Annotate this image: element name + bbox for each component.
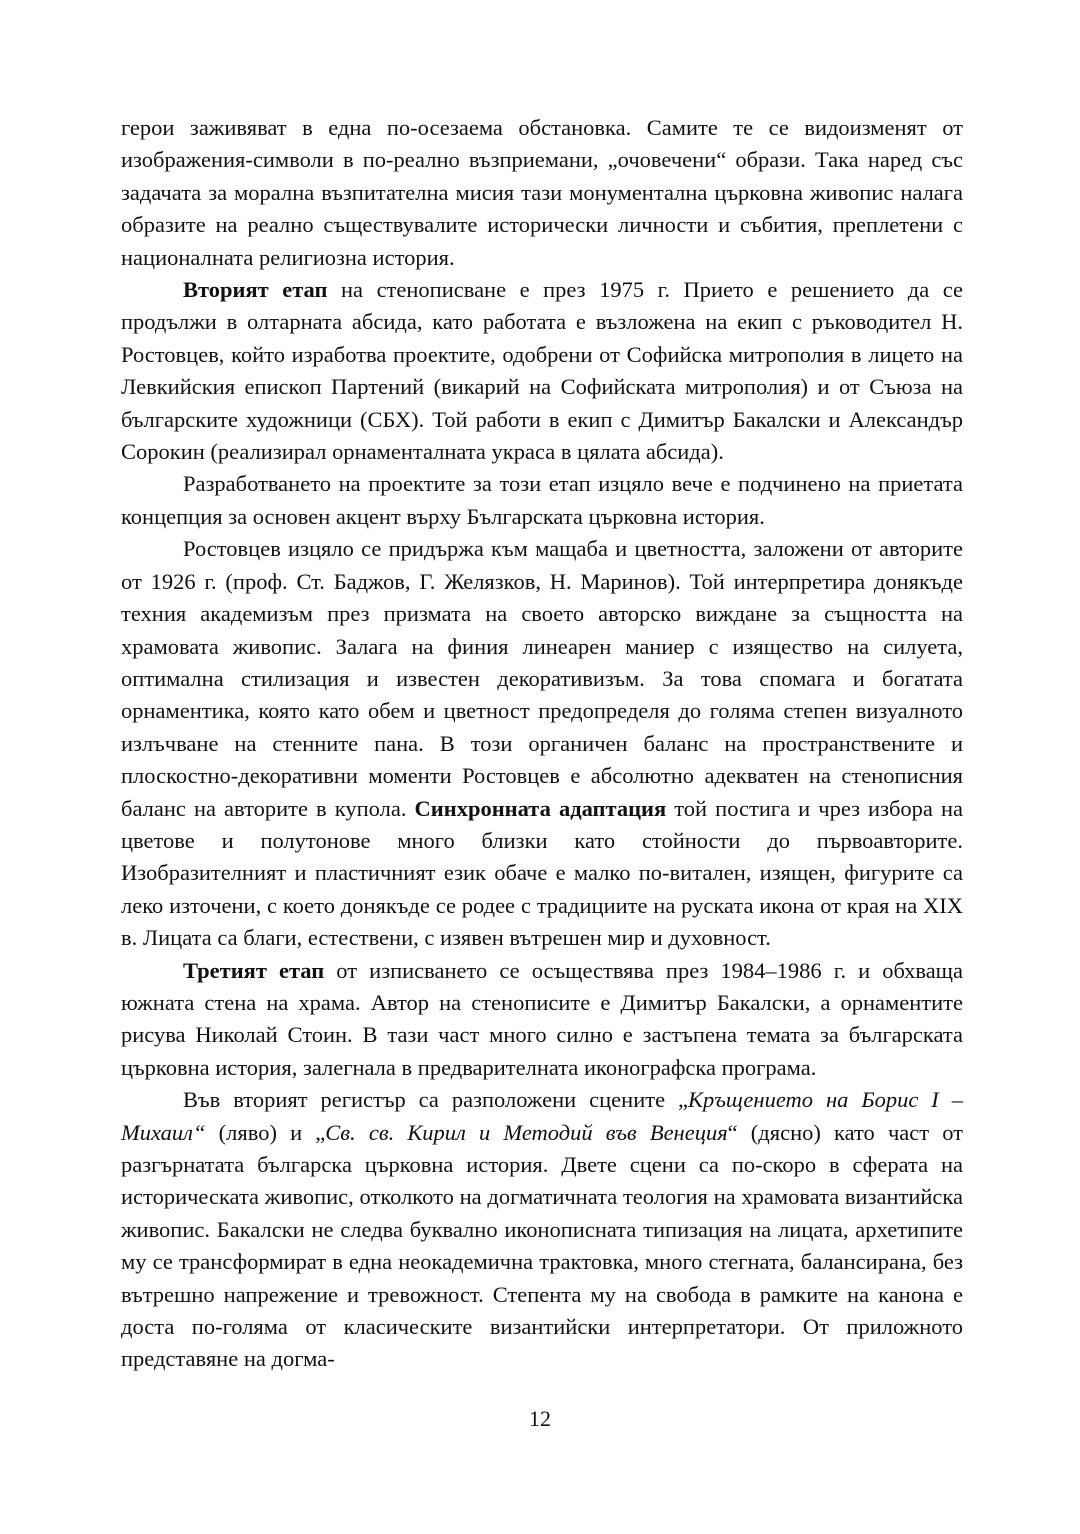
text-run: (ляво) и „ <box>205 1119 326 1145</box>
italic-text-run: Кръщението на Борис I – Михаил“ <box>121 1087 963 1145</box>
page-number: 12 <box>529 1406 551 1431</box>
bold-text-run: Синхронната адаптация <box>414 795 667 821</box>
paragraph-6 <box>121 1084 963 1376</box>
paragraph-5 <box>121 955 963 1085</box>
document-body <box>121 112 963 1376</box>
bold-text-run: Вторият етап <box>183 277 328 303</box>
text-run: Във вторият регистър са разположени сцените „ <box>183 1087 689 1113</box>
italic-text-run: Св. св. Кирил и Методий във Венеция <box>325 1119 728 1145</box>
text-run: на стенописване е през 1975 г. Прието е решението да се продължи в олтарната абсида, като работата е възложена на екип с ръководител Н. Ростовцев, който изработва проектите, одобрени от Софийска митрополия в лицето на Левкийския епископ Партений (викарий на Софийската митрополия) и от Съюза на българските художници (СБХ). Той работи в екип с Димитър Бакалски и Александър Сорокин (реализирал орнаменталната украса в цялата абсида). <box>121 277 963 465</box>
document-page <box>121 112 963 1376</box>
paragraph-2 <box>121 274 963 468</box>
text-run: Ростовцев изцяло се придържа към мащаба и цветността, заложени от авторите от 1926 г. (проф. Ст. Баджов, Г. Желязков, Н. Маринов). Той интерпретира донякъде техния академизъм през призмата на своето авторско виждане за същността на храмовата живопис. Залага на финия линеарен маниер с изящество на силуета, оптимална стилизация и известен декоративизъм. За това спомага и богатата орнаментика, която като обем и цветност предопределя до голяма степен визуалното излъчване на стенните пана. В този органичен баланс на пространствените и плоскостно-декоративни моменти Ростовцев е абсолютно адекватен на стенописния баланс на авторите в купола. <box>121 536 963 821</box>
paragraph-1 <box>121 112 963 274</box>
text-run: “ (дясно) като част от разгърнатата българска църковна история. Двете сцени са по-скоро в сферата на историческата живопис, отколкото на догматичната теология на храмовата византийска живопис. Бакалски не следва буквално иконописната типизация на лицата, архетипите му се трансформират в една неокадемична трактовка, много стегната, балансирана, без вътрешно напрежение и тревожност. Степента му на свобода в рамките на канона е доста по-голяма от класическите византийски интерпретатори. От приложното представяне на догма- <box>121 1119 964 1372</box>
text-run: той постига и чрез избора на цветове и полутонове много близки като стойности до първоавторите. Изобразителният и пластичният език обаче е малко по-витален, изящен, фигурите са леко източени, с което донякъде се родее с традициите на руската икона от края на XIX в. Лицата са благи, естествени, с изявен вътрешен мир и духовност. <box>121 795 964 951</box>
text-run: Разработването на проектите за този етап изцяло вече е подчинено на приетата концепция за основен акцент върху Българската църковна история. <box>121 471 963 529</box>
text-run: герои заживяват в една по-осезаема обстановка. Самите те се видоизменят от изображения-символи в по-реално възприемани, „очовечени“ образи. Така наред със задачата за морална възпитателна мисия тази монументална църковна живопис налага образите на реално съществувалите исторически личности и събития, преплетени с националната религиозна история. <box>121 115 963 270</box>
bold-text-run: Третият етап <box>183 957 325 983</box>
text-run: от изписването се осъществява през 1984–1986 г. и обхваща южната стена на храма. Автор на стенописите е Димитър Бакалски, а орнаментите рисува Николай Стоин. В тази част много силно е застъпена темата за българската църковна история, залегнала в предварителната иконографска програма. <box>121 957 963 1080</box>
paragraph-3 <box>121 468 963 533</box>
paragraph-4 <box>121 533 963 954</box>
